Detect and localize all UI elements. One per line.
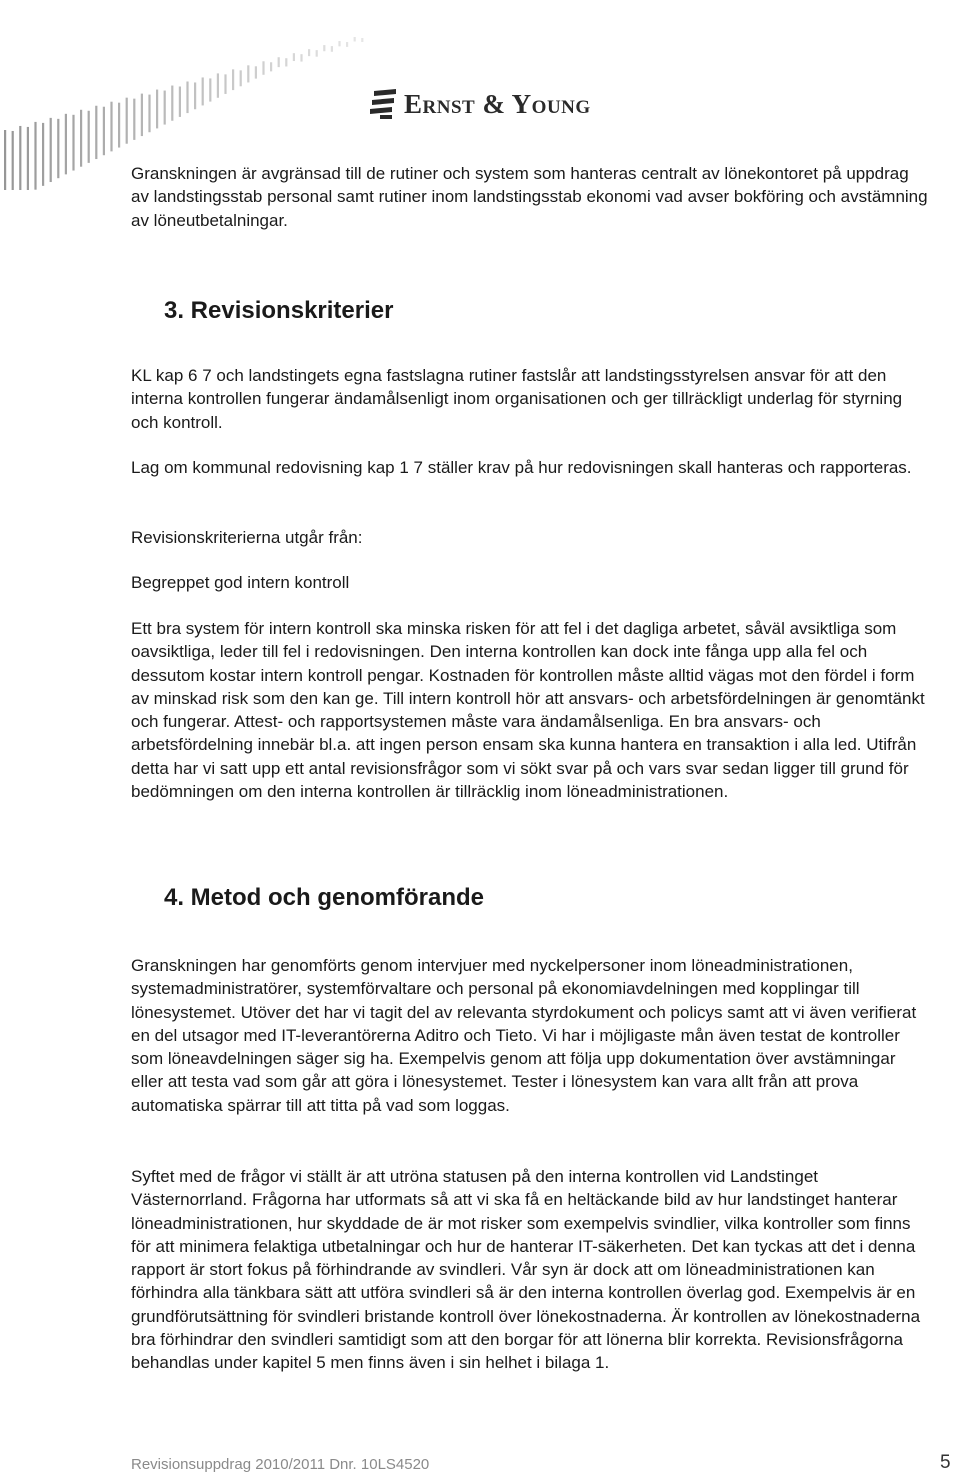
stripe <box>217 73 219 97</box>
utgar-paragraph: Revisionskriterierna utgår från: <box>131 528 363 547</box>
stripe <box>34 122 36 190</box>
stripe <box>346 42 348 47</box>
internal-control-paragraph: Ett bra system för intern kontroll ska minska risken för att fel i det dagliga arbetet, såväl avsiktliga som oavsiktliga, leder till fel i redovisningen. Den interna kontrollen kan dock inte fånga upp alla fel och dessutom kostar intern kontroll pengar. Kostnaden för kontrollen måste alltid vägas mot den fördel i form av minskad risk som den kan ge. Till intern kontroll hör att ansvars- och arbetsfördelningen är genomtänkt och fungerar. Attest- och rapportsystemen måste vara ändamålsenliga. En bra ansvars- och arbetsfördelning innebär bl.a. att ingen person ensam ska kunna hantera en transaktion i alla led. Utifrån detta har vi satt upp ett antal revisionsfrågor som vi sökt svar på och vars svar sedan ligger till grund för bedömningen om den interna kontrollen är tillräcklig inom löneadministrationen. <box>131 619 925 802</box>
scope-paragraph: Granskningen är avgränsad till de rutiner och system som hanteras centralt av lönekontoret på uppdrag av landstingsstab personal samt rutiner inom landstingsstab ekonomi vad avser bokföring och avstämning av löneutbetalningar. <box>131 164 928 230</box>
stripe <box>316 50 318 57</box>
stripe <box>224 74 226 94</box>
stripe <box>141 94 143 136</box>
stripe <box>148 95 150 133</box>
stripe <box>80 110 82 167</box>
stripe <box>338 41 340 46</box>
stripe <box>240 70 242 86</box>
stripe <box>171 86 173 121</box>
stripe <box>186 81 188 113</box>
stripe <box>308 49 310 56</box>
stripe <box>323 45 325 51</box>
stripe <box>247 65 249 82</box>
stripe <box>270 62 272 71</box>
stripe <box>164 91 166 125</box>
stripe <box>65 114 67 175</box>
kl-paragraph: KL kap 6 7 och landstingets egna fastslagna rutiner fastslår att landstingsstyrelsen ansvar för att den interna kontrollen fungerar ändamålsenligt inom organisationen och ger tillräckligt underlag för styrning och kontroll. <box>131 366 903 432</box>
stripe <box>300 54 302 61</box>
stripe <box>57 119 59 178</box>
method-paragraph: Granskningen har genomförts genom intervjuer med nyckelpersoner inom löneadministrationen, systemadministratörer, systemförvaltare och personal på ekonomiavdelningen med kopplingar till lönesystemet. Utöver det har vi tagit del av relevanta styrdokument och policys samt att vi även verifierat en del utsagor med IT-leverantörerna Aditro och Tieto. Vi har i möjligaste mån även testat de kontroller som löneavdelningen säger sig ha. Exempelvis genom att följa upp dokumentation över avstämningar eller att testa vad som går att göra i lönesystemet. Tester i lönesystem kan vara allt från att prova automatiska spärrar till att titta på vad som loggas. <box>131 956 917 1115</box>
stripe <box>118 103 120 148</box>
section-3-heading: 3. Revisionskriterier <box>164 297 394 324</box>
stripe <box>194 82 196 109</box>
stripe <box>88 111 90 163</box>
page-number: 5 <box>940 1452 951 1473</box>
stripe <box>126 98 128 144</box>
stripe <box>12 131 14 190</box>
section-4-heading: 4. Metod och genomförande <box>164 884 485 911</box>
stripe <box>278 57 280 67</box>
begreppet-paragraph: Begreppet god intern kontroll <box>131 573 350 592</box>
stripe <box>19 126 21 190</box>
purpose-paragraph: Syftet med de frågor vi ställt är att utröna statusen på den interna kontrollen vid Landstinget Västernorrland. Frågorna har utformats så att vi ska få en heltäckande bild av hur landstinget hanterar löneadministrationen, hur skyddade de är mot risker som exempelvis svindlier, vilka kontroller som finns för att minimera felaktiga utbetalningar och hur de hanterar IT-säkerheten. Det kan tyckas att det i denna rapport är stort fokus på förhindrande av svindleri. Vår syn är dock att om löneadministrationen kan förhindra alla tänkbara sätt att utföra svindleri så är den interna kontrollen överlag god. Exempelvis är en grundförutsättning för svindleri bristande kontroll över lönekostnaderna. Är kontrollen av lönekostnaderna bra förhindrar den svindleri samtidigt som att den borgar för att lönerna blir korrekta. Revisionsfrågorna behandlas under kapitel 5 men finns även i sin helhet i bilaga 1. <box>131 1167 921 1373</box>
stripe <box>255 66 257 78</box>
stripe <box>72 115 74 171</box>
stripe <box>209 78 211 101</box>
stripe <box>293 53 295 61</box>
ernst-young-mark-icon <box>370 89 398 119</box>
stripe <box>4 130 6 190</box>
stripe <box>156 90 158 129</box>
stripe <box>110 102 112 152</box>
stripe <box>361 38 363 42</box>
stripe <box>42 123 44 186</box>
stripe <box>331 46 333 52</box>
stripe <box>27 127 29 190</box>
ernst-young-logo <box>370 84 591 124</box>
stripe <box>133 99 135 140</box>
stripe <box>354 37 356 41</box>
footer-reference: Revisionsuppdrag 2010/2011 Dnr. 10LS4520 <box>131 1456 430 1473</box>
stripe <box>232 69 234 90</box>
stripe <box>202 77 204 105</box>
stripe <box>95 106 97 159</box>
stripe <box>179 87 181 117</box>
stripe <box>285 58 287 66</box>
stripe <box>262 61 264 75</box>
logo-text: Ernst & Young <box>404 88 591 119</box>
lag-paragraph: Lag om kommunal redovisning kap 1 7 ställer krav på hur redovisningen skall hanteras och rapporteras. <box>131 458 912 477</box>
stripe <box>50 118 52 182</box>
stripe <box>103 107 105 155</box>
